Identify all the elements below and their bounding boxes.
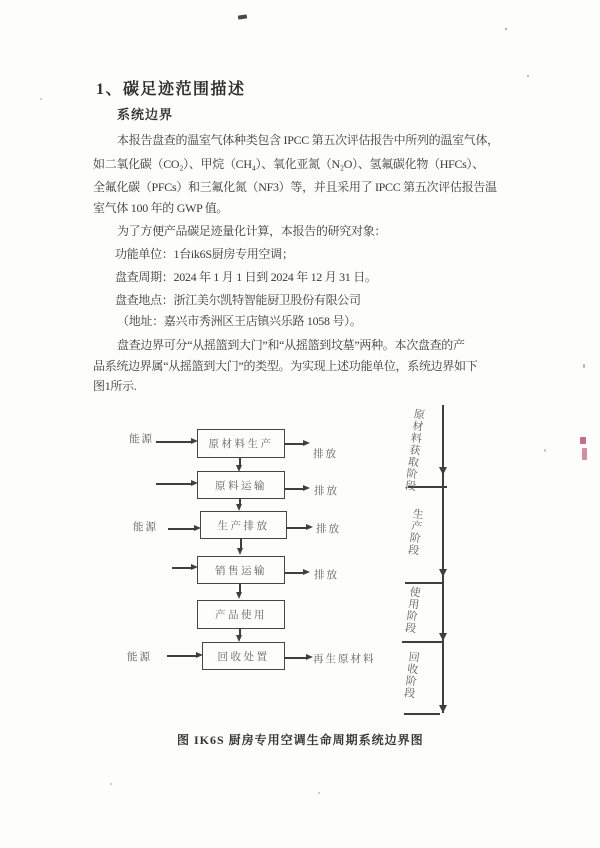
scan-artifact	[238, 14, 247, 19]
paragraph-line: 图1所示.	[93, 379, 137, 393]
scan-artifact	[544, 449, 546, 452]
stage-arrowhead-icon	[439, 705, 447, 713]
arrow-recycle-to-output-icon	[285, 657, 307, 659]
stage-boundary-tick	[405, 582, 443, 584]
energy-input-label: 能源	[129, 434, 154, 445]
process-box-recycle-disposal	[202, 642, 285, 670]
arrow-raw-material-to-emission-icon	[284, 443, 304, 445]
page-title: 1、碳足迹范围描述	[96, 81, 246, 98]
process-box-production-emission	[200, 511, 287, 539]
process-box-label: 销售运输	[215, 565, 267, 577]
arrow-down-to-recycle-icon	[239, 628, 241, 636]
paragraph-line: 品系统边界属“从摇篮到大门”的类型。为实现上述功能单位，系统边界如下	[93, 359, 478, 373]
paragraph-line: 盘查边界可分“从摇篮到大门”和“从摇篮到坟墓”两种。本次盘查的产	[117, 338, 465, 352]
arrow-input-to-sales-icon	[172, 567, 192, 569]
paragraph-line: （地址：嘉兴市秀洲区王店镇兴乐路 1058 号）。	[117, 314, 362, 328]
paragraph-line: 盘查周期：2024 年 1 月 1 日到 2024 年 12 月 31 日。	[115, 270, 377, 284]
process-box-product-use	[197, 600, 285, 629]
scan-artifact	[582, 448, 587, 460]
arrow-production-to-emission-icon	[286, 527, 307, 529]
arrow-down-to-production-icon	[239, 498, 241, 505]
emission-output-label: 排放	[316, 524, 341, 535]
process-box-label: 产品使用	[215, 610, 267, 621]
recycled-material-output-label: 再生原材料	[313, 654, 376, 665]
scan-artifact	[318, 792, 320, 794]
arrow-down-to-transport-icon	[239, 457, 241, 466]
arrow-input-to-transport-icon	[156, 483, 192, 485]
scan-artifact	[527, 75, 529, 77]
paragraph-line: 盘查地点：浙江美尔凯特智能厨卫股份有限公司	[115, 293, 361, 307]
paragraph-line: 为了方便产品碳足迹量化计算，本报告的研究对象：	[117, 224, 387, 238]
scan-artifact	[110, 783, 112, 785]
scan-artifact	[580, 437, 586, 444]
paragraph-line: 室气体 100 年的 GWP 值。	[93, 201, 229, 215]
paragraph-line: 功能单位：1台ik6S厨房专用空调；	[115, 247, 294, 261]
process-box-label: 原料运输	[215, 480, 267, 492]
scan-artifact	[40, 98, 42, 100]
emission-output-label: 排放	[314, 570, 339, 581]
arrow-transport-to-emission-icon	[284, 488, 304, 490]
figure-caption: 图 IK6S 厨房专用空调生命周期系统边界图	[177, 733, 424, 747]
process-box-raw-material-production	[197, 429, 285, 458]
process-box-label: 回收处置	[217, 651, 270, 663]
arrow-energy-to-raw-material-icon	[156, 441, 192, 443]
process-box-label: 生产排放	[217, 520, 270, 532]
arrow-energy-to-production-icon	[168, 528, 195, 530]
arrow-energy-to-recycle-icon	[167, 655, 197, 657]
stage-label-recycling: 回收阶段	[402, 650, 420, 700]
stage-label-raw-material-acquisition: 原材料获取阶段	[402, 407, 426, 493]
stage-arrowhead-icon	[439, 467, 447, 475]
stage-label-use: 使用阶段	[403, 585, 421, 635]
paragraph-line: 如二氧化碳（CO₂）、甲烷（CH₄）、氧化亚氮（N₂O）、氢氟碳化物（HFCs）、	[93, 157, 484, 171]
energy-input-label: 能源	[133, 522, 158, 533]
section-heading: 系统边界	[117, 107, 174, 122]
energy-input-label: 能源	[127, 652, 152, 663]
process-box-sales-transport	[197, 556, 285, 584]
scan-artifact	[505, 28, 507, 30]
paragraph-line: 本报告盘查的温室气体种类包含 IPCC 第五次评估报告中所列的温室气体，	[117, 133, 499, 147]
arrow-down-to-use-icon	[239, 583, 241, 593]
stage-axis-line	[442, 405, 444, 713]
scan-artifact	[583, 364, 585, 368]
emission-output-label: 排放	[314, 486, 339, 497]
stage-boundary-tick	[402, 641, 443, 643]
arrow-sales-to-emission-icon	[284, 572, 304, 574]
stage-label-production: 生产阶段	[406, 507, 424, 557]
process-box-material-transport	[197, 471, 285, 499]
stage-arrowhead-icon	[439, 633, 447, 641]
paragraph-line: 全氟化碳（PFCs）和三氟化氮（NF3）等，并且采用了 IPCC 第五次评估报告温	[93, 180, 497, 194]
stage-arrowhead-icon	[439, 569, 447, 577]
emission-output-label: 排放	[313, 449, 338, 460]
process-box-label: 原材料生产	[208, 439, 274, 450]
arrow-down-to-sales-icon	[240, 538, 242, 549]
stage-boundary-tick	[404, 713, 440, 715]
